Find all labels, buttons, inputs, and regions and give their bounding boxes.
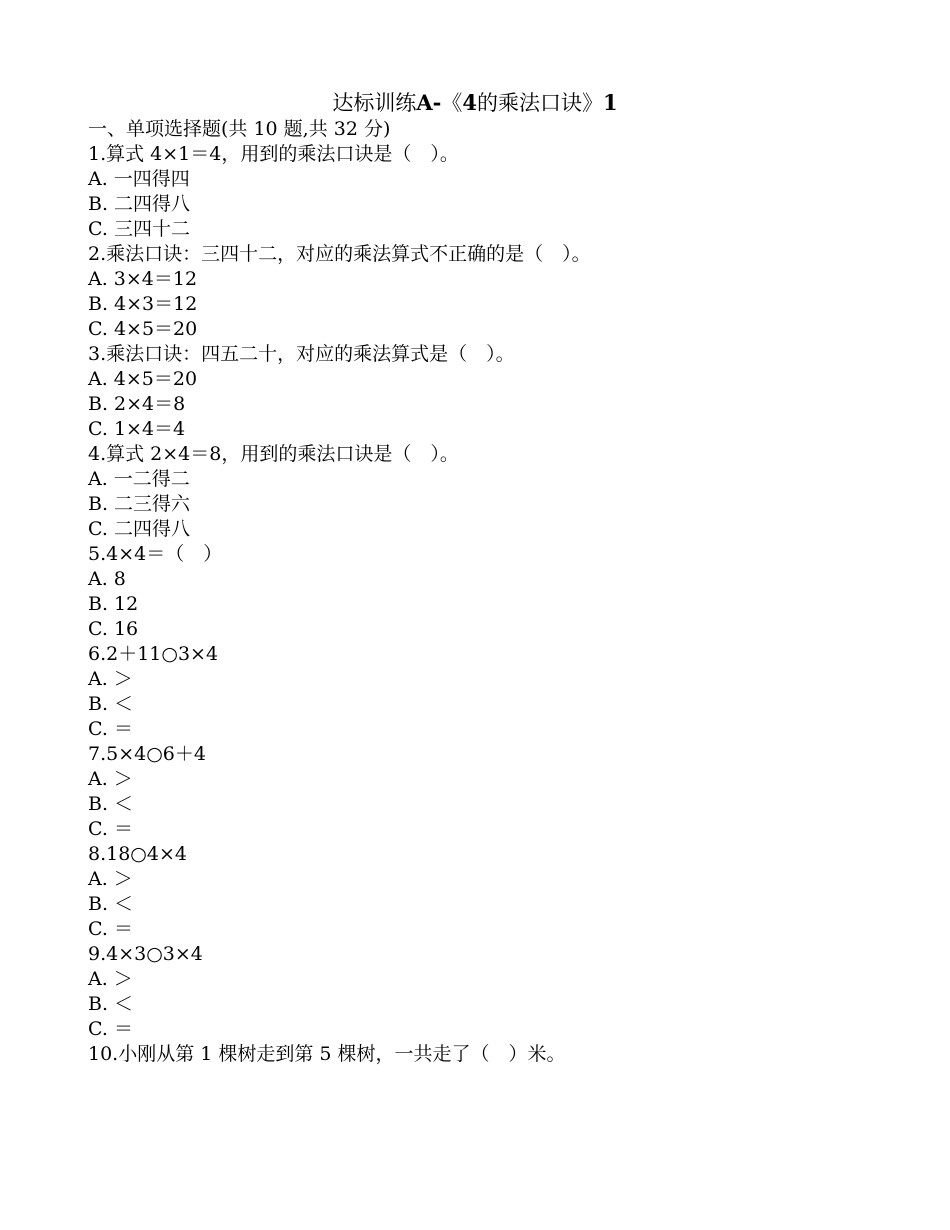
question-3-option-c: C. 1×4＝4 <box>88 418 186 440</box>
question-1-option-b: B. 二四得八 <box>88 193 191 215</box>
document-title <box>0 88 950 118</box>
question-7-option-a: A. ＞ <box>88 768 133 790</box>
title-text-1: 达标训练 <box>332 91 417 115</box>
question-9-option-a: A. ＞ <box>88 968 133 990</box>
question-1-stem: 1.算式 4×1＝4，用到的乘法口诀是（ ）。 <box>88 143 459 165</box>
question-3-option-b: B. 2×4＝8 <box>88 393 186 415</box>
title-text-3: 《 <box>441 91 463 115</box>
question-2-option-c: C. 4×5＝20 <box>88 318 198 340</box>
question-7-stem: 7.5×4○6＋4 <box>88 743 206 765</box>
question-3-stem: 3.乘法口诀：四五二十，对应的乘法算式是（ ）。 <box>88 343 515 365</box>
question-6-option-b: B. ＜ <box>88 693 134 715</box>
title-text-2: A- <box>416 90 442 115</box>
question-1-option-c: C. 三四十二 <box>88 218 190 240</box>
question-4-stem: 4.算式 2×4＝8，用到的乘法口诀是（ ）。 <box>88 443 459 465</box>
question-6-stem: 6.2＋11○3×4 <box>88 643 219 665</box>
section-heading: 一、单项选择题(共 10 题,共 32 分) <box>88 118 391 140</box>
question-9-option-c: C. ＝ <box>88 1018 133 1040</box>
question-2-option-a: A. 3×4＝12 <box>88 268 198 290</box>
question-8-stem: 8.18○4×4 <box>88 843 187 865</box>
question-1-option-a: A. 一四得四 <box>88 168 190 190</box>
question-3-option-a: A. 4×5＝20 <box>88 368 198 390</box>
question-4-option-a: A. 一二得二 <box>88 468 190 490</box>
question-6-option-c: C. ＝ <box>88 718 133 740</box>
question-7-option-b: B. ＜ <box>88 793 134 815</box>
question-2-option-b: B. 4×3＝12 <box>88 293 198 315</box>
question-5-option-a: A. 8 <box>88 568 126 590</box>
question-5-stem: 5.4×4＝（ ） <box>88 543 223 565</box>
question-8-option-b: B. ＜ <box>88 893 134 915</box>
question-9-option-b: B. ＜ <box>88 993 134 1015</box>
question-7-option-c: C. ＝ <box>88 818 133 840</box>
question-4-option-c: C. 二四得八 <box>88 518 190 540</box>
question-5-option-b: B. 12 <box>88 593 139 615</box>
question-2-stem: 2.乘法口诀：三四十二，对应的乘法算式不正确的是（ ）。 <box>88 243 591 265</box>
question-8-option-a: A. ＞ <box>88 868 133 890</box>
question-5-option-c: C. 16 <box>88 618 139 640</box>
question-10-stem: 10.小刚从第 1 棵树走到第 5 棵树，一共走了（ ）米。 <box>88 1043 566 1065</box>
question-6-option-a: A. ＞ <box>88 668 133 690</box>
document-body <box>88 117 908 1067</box>
question-8-option-c: C. ＝ <box>88 918 133 940</box>
question-9-stem: 9.4×3○3×4 <box>88 943 203 965</box>
title-text-6: 1 <box>603 90 618 115</box>
title-text-5: 的乘法口诀》 <box>477 91 603 115</box>
question-4-option-b: B. 二三得六 <box>88 493 191 515</box>
title-text-4: 4 <box>462 90 477 115</box>
